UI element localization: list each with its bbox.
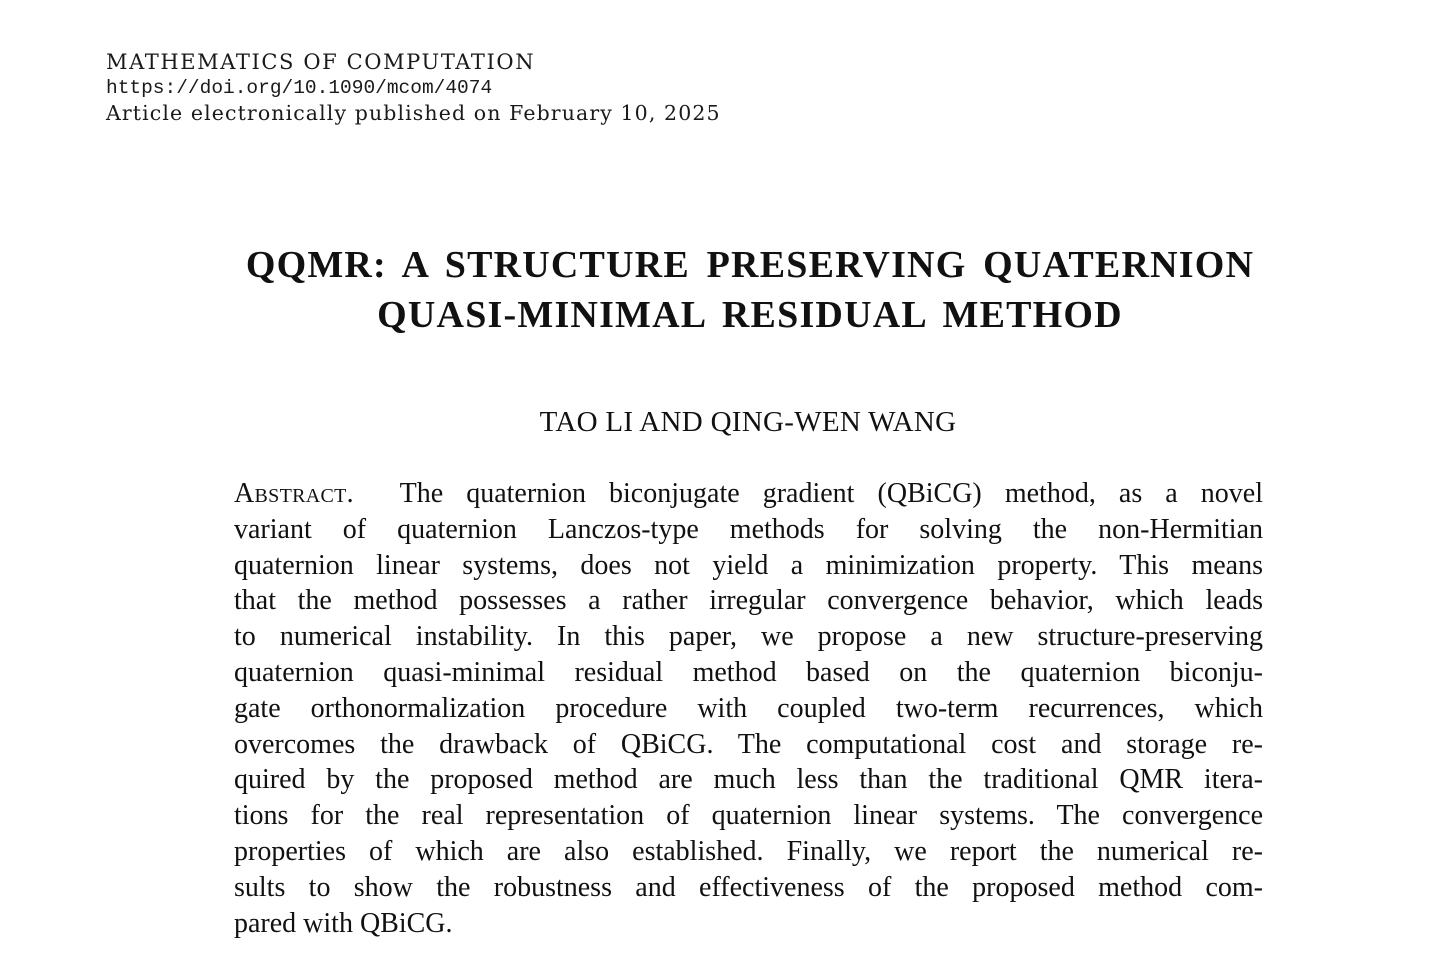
abstract-line: quired by the proposed method are much less than the traditional QMR itera-	[234, 764, 1263, 796]
abstract-line: that the method possesses a rather irregular convergence behavior, which leads	[234, 585, 1263, 617]
abstract-line-text: The quaternion biconjugate gradient (QBiCG) method, as a novel	[399, 478, 1264, 509]
abstract	[234, 476, 1263, 941]
abstract-line: tions for the real representation of quaternion linear systems. The convergence	[234, 800, 1263, 832]
abstract-heading: Abstract.	[234, 478, 354, 509]
journal-header	[106, 50, 721, 127]
abstract-line: properties of which are also established. Finally, we report the numerical re-	[234, 835, 1263, 867]
abstract-line: pared with QBiCG.	[234, 907, 453, 939]
authors: TAO LI AND QING-WEN WANG	[539, 406, 957, 438]
abstract-line	[234, 476, 1263, 512]
journal-name: MATHEMATICS OF COMPUTATION	[106, 50, 536, 74]
abstract-line: to numerical instability. In this paper, we propose a new structure-preserving	[234, 621, 1263, 653]
abstract-line: sults to show the robustness and effectiveness of the proposed method com-	[234, 871, 1263, 903]
abstract-line: quaternion linear systems, does not yield a minimization property. This means	[234, 549, 1263, 581]
abstract-line: variant of quaternion Lanczos-type methods for solving the non-Hermitian	[234, 513, 1263, 545]
abstract-line: quaternion quasi-minimal residual method based on the quaternion biconju-	[234, 656, 1263, 688]
abstract-line: gate orthonormalization procedure with coupled two-term recurrences, which	[234, 692, 1263, 724]
doi-link[interactable]: https://doi.org/10.1090/mcom/4074	[106, 76, 493, 99]
publication-date: Article electronically published on February 10, 2025	[106, 101, 721, 125]
title-line-2: QUASI-MINIMAL RESIDUAL METHOD	[377, 294, 1123, 336]
abstract-line: overcomes the drawback of QBiCG. The computational cost and storage re-	[234, 728, 1263, 760]
title-line-1: QQMR: A STRUCTURE PRESERVING QUATERNION	[245, 244, 1255, 286]
paper-title	[200, 240, 1300, 340]
